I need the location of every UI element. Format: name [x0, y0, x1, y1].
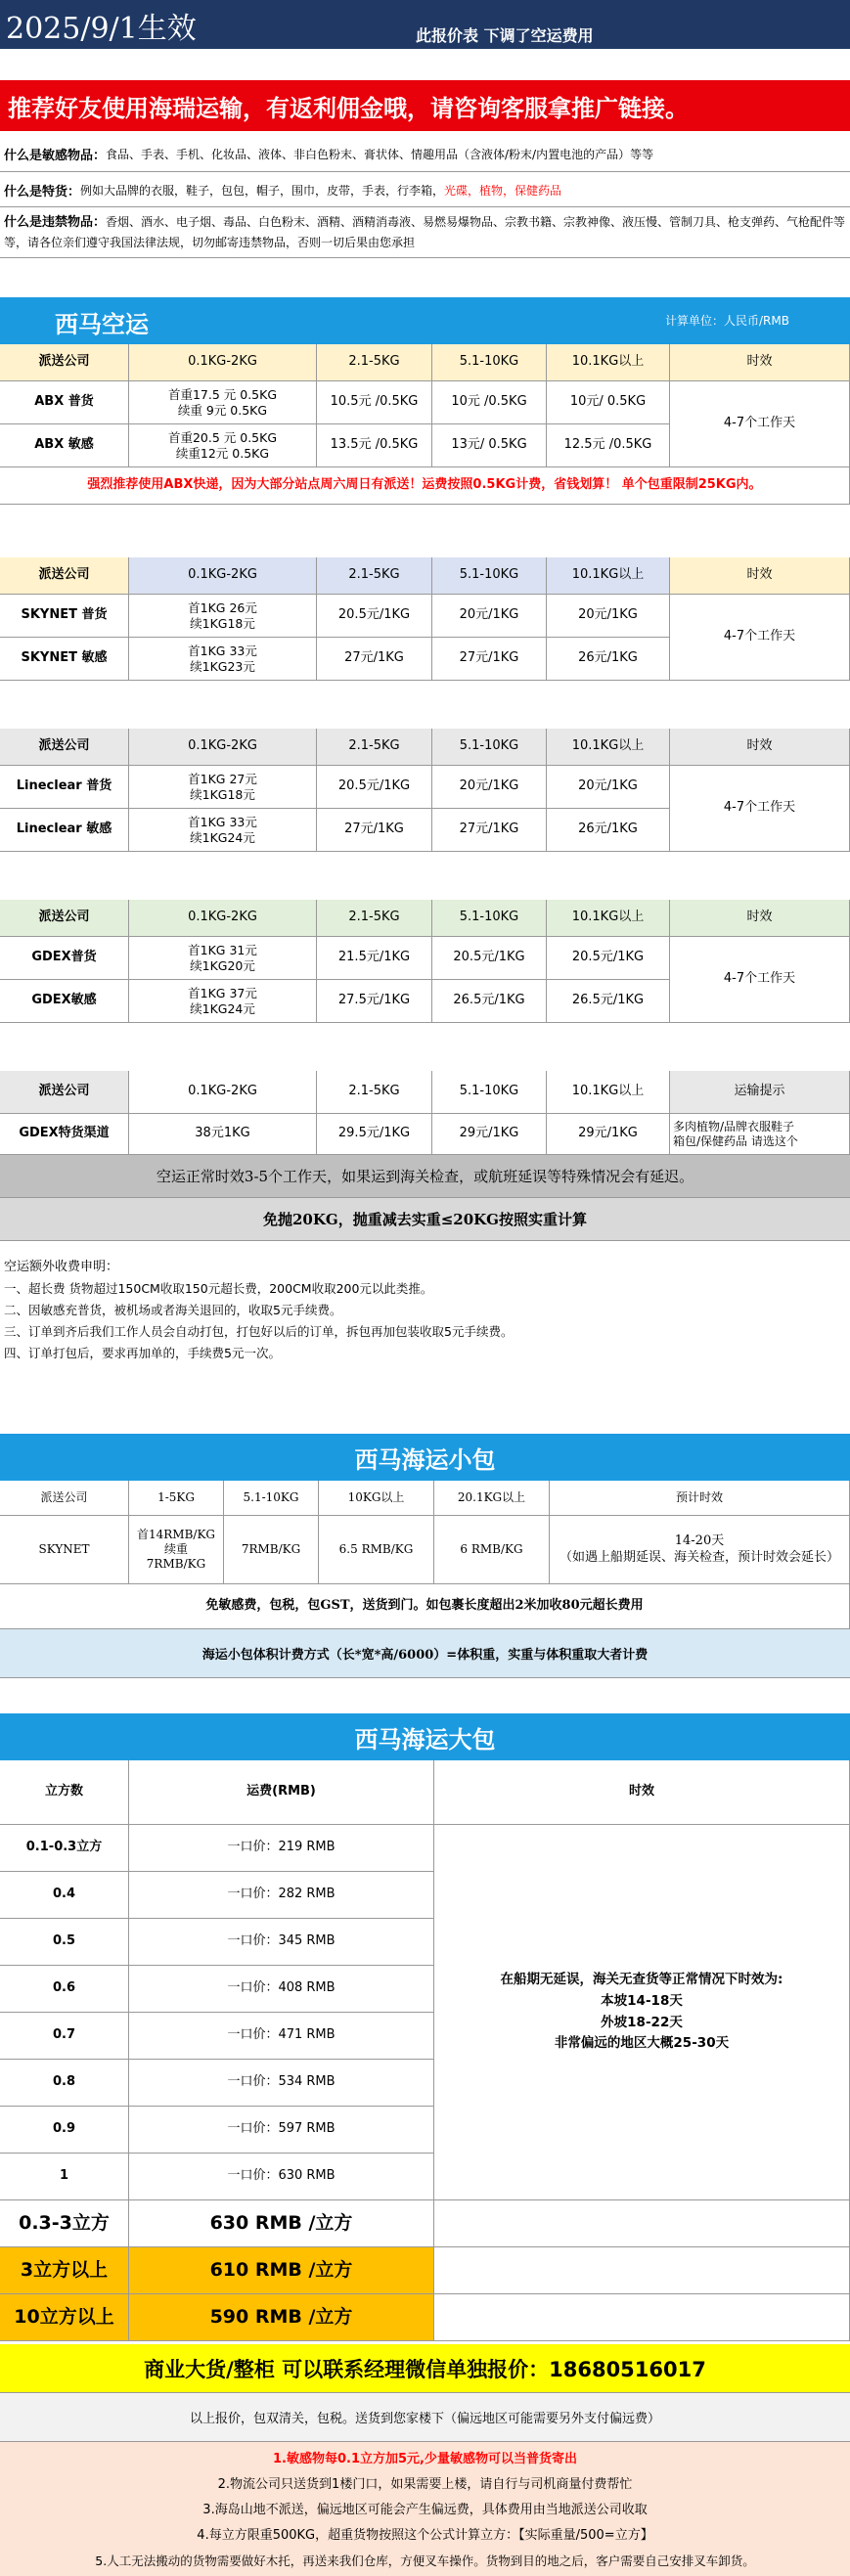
top-bar [0, 0, 850, 49]
ss-r1: 首14RMB/KG 续重 7RMB/KG [129, 1516, 224, 1584]
lineclear-header-5: 时效 [670, 729, 850, 766]
skynet-row1-col4: 26元/1KG [547, 638, 670, 681]
gdex-header-4: 10.1KG以上 [547, 900, 670, 937]
gdex-days: 4-7个工作天 [670, 937, 850, 1023]
lineclear-row1-col3: 27元/1KG [432, 809, 547, 852]
lineclear-row0-col1: 首1KG 27元 续1KG18元 [129, 766, 317, 809]
top-gap [0, 49, 850, 80]
skynet-days: 4-7个工作天 [670, 595, 850, 681]
rule-4: 4.每立方限重500KG，超重货物按照这个公式计算立方：【实际重量/500=立方】 [197, 2528, 653, 2543]
sb-row1-price: 一口价：282 RMB [129, 1872, 434, 1919]
sb-big1-vol: 3立方以上 [0, 2247, 129, 2294]
lineclear-row1-col1: 首1KG 33元 续1KG24元 [129, 809, 317, 852]
abx-header-0: 派送公司 [0, 344, 129, 381]
header-tier1: 0.1KG-2KG [129, 1071, 317, 1114]
sb-row3-price: 一口价：408 RMB [129, 1966, 434, 2013]
special-price-4: 29元/1KG [547, 1114, 670, 1155]
promo-banner [0, 80, 850, 131]
gdex-row0-col1: 首1KG 31元 续1KG20元 [129, 937, 317, 980]
sb-row0-vol: 0.1-0.3立方 [0, 1825, 129, 1872]
sb-big2-vol: 10立方以上 [0, 2294, 129, 2341]
special-info [0, 174, 850, 207]
abx-header-3: 5.1-10KG [432, 344, 547, 381]
abx-row1-col2: 13.5元 /0.5KG [317, 424, 432, 467]
commercial-row [0, 2344, 850, 2393]
air-notice-2 [0, 1198, 850, 1241]
gdex-row1-col1: 首1KG 37元 续1KG24元 [129, 980, 317, 1023]
sb-timing: 在船期无延误，海关无查货等正常情况下时效为: 本坡14-18天 外坡18-22天 非常偏远的地区大概25-30天 [434, 1825, 850, 2200]
air-unit: 计算单位：人民币/RMB [665, 314, 789, 328]
special-company: GDEX特货渠道 [0, 1114, 129, 1155]
ss-r4: 6 RMB/KG [434, 1516, 550, 1584]
tax-note-row [0, 2393, 850, 2442]
sb-big2-empty [434, 2294, 850, 2341]
special-price-1: 38元1KG [129, 1114, 317, 1155]
air-title: 西马空运 [55, 311, 149, 338]
sensitive-text: 食品、手表、手机、化妆品、液体、非白色粉末、膏状体、情趣用品（含液体/粉末/内置电池的产品）等等 [106, 148, 654, 161]
air-notice-1 [0, 1155, 850, 1198]
rules-block [0, 2442, 850, 2576]
skynet-header-5: 时效 [670, 557, 850, 595]
air-notice-2-text: 免抛20KG，抛重减去实重≤20KG按照实重计算 [262, 1211, 587, 1228]
lineclear-row0-col2: 20.5元/1KG [317, 766, 432, 809]
skynet-row1-col1: 首1KG 33元 续1KG23元 [129, 638, 317, 681]
abx-row0-col2: 10.5元 /0.5KG [317, 381, 432, 424]
lineclear-days: 4-7个工作天 [670, 766, 850, 852]
sb-row3-vol: 0.6 [0, 1966, 129, 2013]
special-channel-table [0, 1071, 850, 1155]
lineclear-header-2: 2.1-5KG [317, 729, 432, 766]
sb-row2-price: 一口价：345 RMB [129, 1919, 434, 1966]
ss-h4: 20.1KG以上 [434, 1481, 550, 1516]
ss-r5: 14-20天 （如遇上船期延误、海关检查，预计时效会延长） [550, 1516, 850, 1584]
gdex-row1-col3: 26.5元/1KG [432, 980, 547, 1023]
lineclear-row1-col4: 26元/1KG [547, 809, 670, 852]
sb-big0-empty [434, 2200, 850, 2247]
header-tier2: 2.1-5KG [317, 1071, 432, 1114]
skynet-row0-col2: 20.5元/1KG [317, 595, 432, 638]
skynet-row0-col4: 20元/1KG [547, 595, 670, 638]
extra-title: 空运额外收费申明： [4, 1260, 119, 1274]
abx-row0-col1: 首重17.5 元 0.5KG 续重 9元 0.5KG [129, 381, 317, 424]
sb-row5-price: 一口价：534 RMB [129, 2060, 434, 2107]
gdex-row0-col0: GDEX普货 [0, 937, 129, 980]
abx-header-5: 时效 [670, 344, 850, 381]
tax-note: 以上报价，包双清关，包税。送货到您家楼下（偏远地区可能需要另外支付偏远费） [189, 2412, 660, 2426]
skynet-row0-col0: SKYNET 普货 [0, 595, 129, 638]
rule-3: 3.海岛山地不派送，偏远地区可能会产生偏远费，具体费用由当地派送公司收取 [202, 2503, 648, 2517]
air-notice-1-text: 空运正常时效3-5个工作天，如果运到海关检查，或航班延误等特殊情况会有延迟。 [156, 1168, 694, 1185]
sb-row2-vol: 0.5 [0, 1919, 129, 1966]
gdex-header-0: 派送公司 [0, 900, 129, 937]
skynet-row0-col3: 20元/1KG [432, 595, 547, 638]
sb-row4-vol: 0.7 [0, 2013, 129, 2060]
ss-r0: SKYNET [0, 1516, 129, 1584]
gdex-row1-col0: GDEX敏感 [0, 980, 129, 1023]
abx-row1-col3: 13元/ 0.5KG [432, 424, 547, 467]
gdex-header-5: 时效 [670, 900, 850, 937]
skynet-header-2: 2.1-5KG [317, 557, 432, 595]
promo-text: 推荐好友使用海瑞运输，有返利佣金哦，请咨询客服拿推广链接。 [8, 94, 689, 122]
sea-small-table [0, 1481, 850, 1629]
air-header [0, 297, 850, 344]
ss-r2: 7RMB/KG [224, 1516, 319, 1584]
ss-note-1: 免敏感费，包税，包GST，送货到门。如包裹长度超出2米加收80元超长费用 [0, 1584, 850, 1629]
gdex-header-2: 2.1-5KG [317, 900, 432, 937]
sb-row1-vol: 0.4 [0, 1872, 129, 1919]
sea-small-header [0, 1434, 850, 1481]
abx-header-4: 10.1KG以上 [547, 344, 670, 381]
rule-5: 5.人工无法搬动的货物需要做好木托，再送来我们仓库，方便叉车操作。货物到目的地之后，客户需要自己安排叉车卸货。 [95, 2554, 755, 2568]
special-price-2: 29.5元/1KG [317, 1114, 432, 1155]
skynet-header-3: 5.1-10KG [432, 557, 547, 595]
gdex-row0-col2: 21.5元/1KG [317, 937, 432, 980]
header-tier4: 10.1KG以上 [547, 1071, 670, 1114]
ss-note-2: 海运小包体积计费方式（长*宽*高/6000）=体积重，实重与体积重取大者计费 [201, 1648, 649, 1663]
sb-h2: 时效 [434, 1760, 850, 1825]
ss-h3: 10KG以上 [319, 1481, 434, 1516]
commercial-text: 商业大货/整柜 可以联系经理微信单独报价：18680516017 [144, 2357, 706, 2381]
sb-row6-price: 一口价：597 RMB [129, 2107, 434, 2154]
sb-big0-price: 630 RMB /立方 [129, 2200, 434, 2247]
sb-row7-price: 一口价：630 RMB [129, 2154, 434, 2200]
ss-h1: 1-5KG [129, 1481, 224, 1516]
extra-4: 四、订单打包后，要求再加单的，手续费5元一次。 [4, 1346, 281, 1360]
sb-big0-vol: 0.3-3立方 [0, 2200, 129, 2247]
lineclear-header-0: 派送公司 [0, 729, 129, 766]
special-price-3: 29元/1KG [432, 1114, 547, 1155]
sb-row7-vol: 1 [0, 2154, 129, 2200]
gdex-header-1: 0.1KG-2KG [129, 900, 317, 937]
abx-header-1: 0.1KG-2KG [129, 344, 317, 381]
top-note: 此报价表 下调了空运费用 [416, 26, 594, 45]
lineclear-header-1: 0.1KG-2KG [129, 729, 317, 766]
lineclear-row0-col4: 20元/1KG [547, 766, 670, 809]
ss-r3: 6.5 RMB/KG [319, 1516, 434, 1584]
lineclear-row1-col2: 27元/1KG [317, 809, 432, 852]
abx-row0-col4: 10元/ 0.5KG [547, 381, 670, 424]
skynet-row1-col0: SKYNET 敏感 [0, 638, 129, 681]
sb-row5-vol: 0.8 [0, 2060, 129, 2107]
sb-row0-price: 一口价：219 RMB [129, 1825, 434, 1872]
lineclear-row1-col0: Lineclear 敏感 [0, 809, 129, 852]
rule-2: 2.物流公司只送货到1楼门口，如果需要上楼，请自行与司机商量付费帮忙 [217, 2477, 633, 2492]
ss-h2: 5.1-10KG [224, 1481, 319, 1516]
header-tip: 运输提示 [670, 1071, 850, 1114]
abx-row1-col0: ABX 敏感 [0, 424, 129, 467]
extra-3: 三、订单到齐后我们工作人员会自动打包，打包好以后的订单，拆包再加包装收取5元手续费。 [4, 1324, 514, 1339]
rule-red: 1.敏感物每0.1立方加5元,少量敏感物可以当普货寄出 [273, 2452, 577, 2466]
sb-big2-price: 590 RMB /立方 [129, 2294, 434, 2341]
sb-h0: 立方数 [0, 1760, 129, 1825]
skynet-header-1: 0.1KG-2KG [129, 557, 317, 595]
header-tier3: 5.1-10KG [432, 1071, 547, 1114]
special-tip: 多肉植物/品牌衣服鞋子 箱包/保健药品 请选这个 [670, 1114, 850, 1155]
skynet-row0-col1: 首1KG 26元 续1KG18元 [129, 595, 317, 638]
ss-h0: 派送公司 [0, 1481, 129, 1516]
sea-big-title: 西马海运大包 [354, 1725, 496, 1754]
illegal-label: 什么是违禁物品： [4, 215, 107, 230]
ss-note-2-row [0, 1629, 850, 1678]
header-company: 派送公司 [0, 1071, 129, 1114]
skynet-row1-col3: 27元/1KG [432, 638, 547, 681]
special-text: 例如大品牌的衣服，鞋子，包包，帽子，围巾，皮带，手表，行李箱， [80, 184, 445, 198]
special-label: 什么是特货： [4, 185, 81, 200]
gdex-row0-col4: 20.5元/1KG [547, 937, 670, 980]
illegal-text: 香烟、酒水、电子烟、毒品、白色粉末、酒精、酒精消毒液、易燃易爆物品、宗教书籍、宗教神像、液压慢、管制刀具、枪支弹药、气枪配件等等，请各位亲们遵守我国法律法规，切勿邮寄违禁物品，否则一切后果由您承担 [4, 215, 846, 249]
special-red-text: 光碟，植物，保健药品 [444, 184, 562, 198]
abx-row1-col1: 首重20.5 元 0.5KG 续重12元 0.5KG [129, 424, 317, 467]
lineclear-header-4: 10.1KG以上 [547, 729, 670, 766]
sea-small-title: 西马海运小包 [354, 1445, 496, 1474]
abx-row1-col4: 12.5元 /0.5KG [547, 424, 670, 467]
lineclear-row0-col3: 20元/1KG [432, 766, 547, 809]
extra-2: 二、因敏感充普货，被机场或者海关退回的，收取5元手续费。 [4, 1303, 342, 1317]
sensitive-info [0, 137, 850, 172]
abx-row0-col0: ABX 普货 [0, 381, 129, 424]
lineclear-row0-col0: Lineclear 普货 [0, 766, 129, 809]
extra-1: 一、超长费 货物超过150CM收取150元超长费，200CM收取200元以此类推。 [4, 1281, 433, 1296]
ss-h5: 预计时效 [550, 1481, 850, 1516]
skynet-header-4: 10.1KG以上 [547, 557, 670, 595]
abx-warning: 强烈推荐使用ABX快递，因为大部分站点周六周日有派送！运费按照0.5KG计费，省钱划算！ 单个包重限制25KG内。 [0, 467, 850, 505]
skynet-row1-col2: 27元/1KG [317, 638, 432, 681]
effective-date: 2025/9/1生效 [6, 12, 197, 46]
sb-big1-price: 610 RMB /立方 [129, 2247, 434, 2294]
illegal-info [0, 211, 850, 258]
lineclear-header-3: 5.1-10KG [432, 729, 547, 766]
gdex-row1-col4: 26.5元/1KG [547, 980, 670, 1023]
sb-row6-vol: 0.9 [0, 2107, 129, 2154]
abx-row0-col3: 10元 /0.5KG [432, 381, 547, 424]
gdex-header-3: 5.1-10KG [432, 900, 547, 937]
abx-header-2: 2.1-5KG [317, 344, 432, 381]
sb-row4-price: 一口价：471 RMB [129, 2013, 434, 2060]
sb-h1: 运费(RMB) [129, 1760, 434, 1825]
sensitive-label: 什么是敏感物品： [4, 149, 107, 163]
abx-days: 4-7个工作天 [670, 381, 850, 467]
gdex-row0-col3: 20.5元/1KG [432, 937, 547, 980]
sea-big-header [0, 1713, 850, 1760]
sb-big1-empty [434, 2247, 850, 2294]
air-extra-fees [0, 1257, 850, 1379]
gdex-row1-col2: 27.5元/1KG [317, 980, 432, 1023]
sea-big-table [0, 1760, 850, 2347]
skynet-header-0: 派送公司 [0, 557, 129, 595]
